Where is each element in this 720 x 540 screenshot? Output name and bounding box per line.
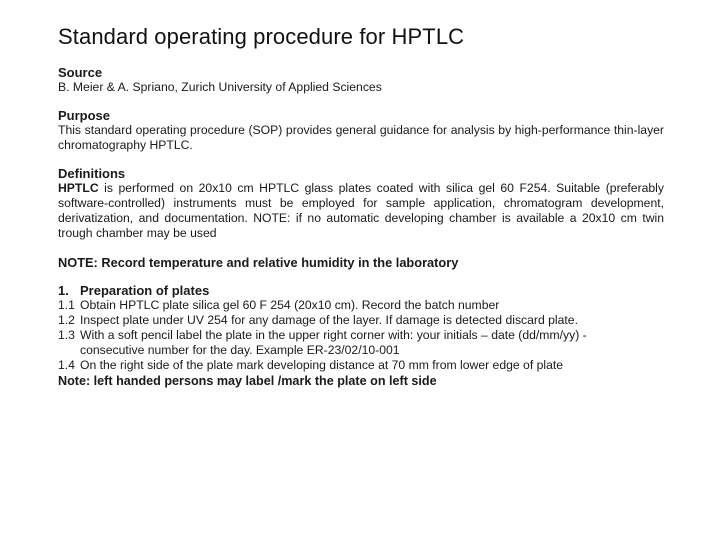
step-text: Inspect plate under UV 254 for any damage of the layer. If damage is detected discard plate.: [80, 313, 578, 327]
step-number: 1.1: [58, 298, 75, 312]
step-number: 1.2: [58, 313, 75, 327]
list-item: [58, 358, 664, 373]
list-item: [58, 298, 664, 313]
step-number: 1.3: [58, 328, 75, 342]
step-text: Obtain HPTLC plate silica gel 60 F 254 (20x10 cm). Record the batch number: [80, 298, 500, 312]
preparation-number: 1.: [58, 283, 69, 298]
sop-document: [58, 24, 664, 389]
preparation-heading: [58, 283, 664, 298]
purpose-heading: Purpose: [58, 108, 111, 123]
definitions-heading: Definitions: [58, 166, 126, 181]
left-handed-note: Note: left handed persons may label /mark the plate on left side: [58, 374, 437, 388]
definitions-section: [58, 167, 664, 241]
laboratory-note: NOTE: Record temperature and relative humidity in the laboratory: [58, 255, 459, 270]
purpose-section: [58, 109, 664, 153]
list-item: [58, 328, 664, 358]
definitions-lead-term: HPTLC: [58, 181, 99, 195]
source-heading: Source: [58, 65, 103, 80]
preparation-title: Preparation of plates: [80, 283, 210, 298]
step-number: 1.4: [58, 358, 75, 372]
definitions-body: is performed on 20x10 cm HPTLC glass plates coated with silica gel 60 F254. Suitable (preferably software-controlled) instruments must be employed for sample application, chromatogram development, derivatization, and documentation. NOTE: if no automatic developing chamber is available a 20x10 cm twin trough chamber may be used: [58, 181, 664, 240]
definitions-text: [58, 181, 664, 241]
list-item: [58, 313, 664, 328]
source-text: B. Meier & A. Spriano, Zurich University of Applied Sciences: [58, 80, 382, 94]
step-text: With a soft pencil label the plate in the upper right corner with: your initials – date (dd/mm/yy) - consecutive number for the day. Example ER-23/02/10-001: [80, 328, 587, 357]
preparation-section: [58, 283, 664, 389]
step-text: On the right side of the plate mark developing distance at 70 mm from lower edge of plate: [80, 358, 564, 372]
purpose-text: This standard operating procedure (SOP) provides general guidance for analysis by high-performance thin-layer chromatography HPTLC.: [58, 123, 664, 152]
source-section: [58, 66, 664, 95]
document-title: Standard operating procedure for HPTLC: [58, 24, 465, 49]
